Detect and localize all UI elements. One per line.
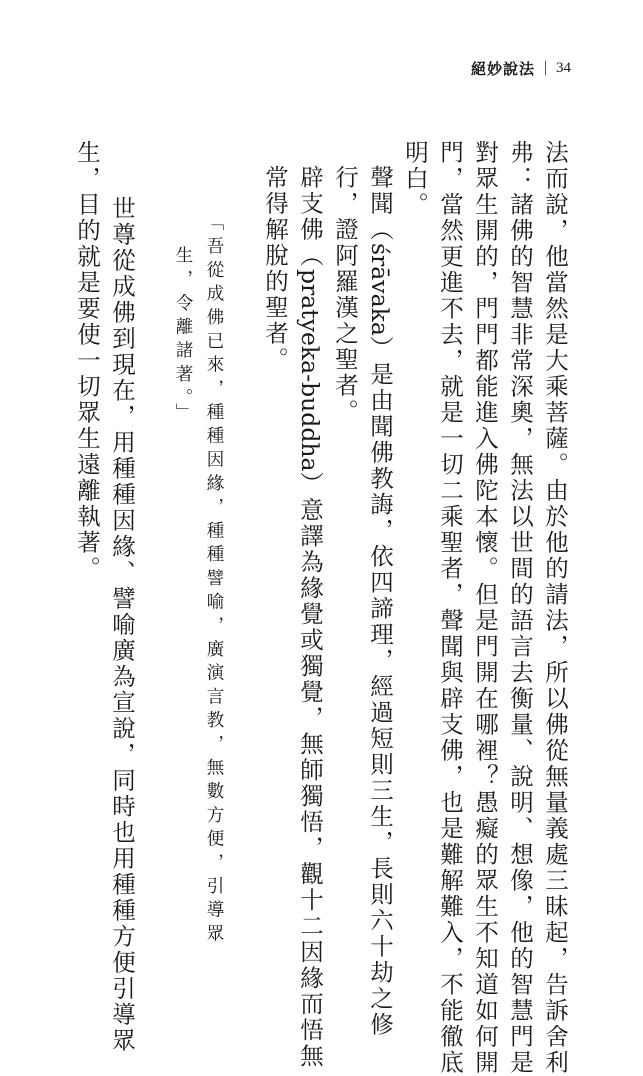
- sanskrit-term-sravaka: śrāvaka: [366, 243, 394, 336]
- note-pratyeka-1: [298, 165, 322, 1070]
- commentary-column-2: 生，目的就是要使一切眾生遠離執著。: [73, 140, 101, 582]
- text-column-2: 弗：諸佛的智慧非常深奧，無法以世間的語言去衡量、說明、想像，他的智慧門是: [506, 140, 534, 1076]
- text-column-4: 門，當然更進不去，就是一切二乘聖者，聲聞與辟支佛，也是難解難入，不能徹底: [436, 140, 464, 1076]
- sanskrit-term-pratyeka: pratyeka-buddha: [296, 269, 324, 472]
- note-pratyeka-definition: ）意譯為緣覺或獨覺，無師獨悟，觀十二因緣而悟無: [296, 471, 324, 1070]
- chapter-title: 絕妙說法: [470, 59, 535, 78]
- page-number: 34: [556, 59, 571, 76]
- note-pratyeka-2: 常得解脫的聖者。: [261, 165, 289, 373]
- sutra-quote-line-2: 生，令離諸著。」: [173, 246, 193, 427]
- note-pratyeka-term: 辟支佛（: [296, 165, 324, 269]
- note-sravaka-1: [368, 165, 392, 1038]
- note-sravaka-term: 聲聞（: [366, 165, 394, 243]
- header-divider: [545, 61, 546, 75]
- note-sravaka-definition: ）是由聞佛教誨，依四諦理，經過短則三生，長則六十劫之修: [366, 335, 394, 1038]
- text-column-3: 對眾生開的，門門都能進入佛陀本懷。但是門開在哪裡？愚癡的眾生不知道如何開: [471, 140, 499, 1076]
- text-column-5: 明白。: [401, 140, 429, 218]
- commentary-column-1: 世尊從成佛到現在，用種種因緣、譬喻廣為宣說，同時也用種種方便引導眾: [108, 196, 136, 1054]
- sutra-quote-line-1: 「吾從成佛已來，種種因緣，種種譬喻，廣演言教，無數方便，引導眾: [204, 213, 224, 948]
- note-sravaka-2: 行，證阿羅漢之聖者。: [331, 165, 359, 425]
- running-header: [471, 58, 571, 78]
- text-column-1: 法而說，他當然是大乘菩薩。由於他的請法，所以佛從無量義處三昧起，告訴舍利: [541, 140, 569, 1076]
